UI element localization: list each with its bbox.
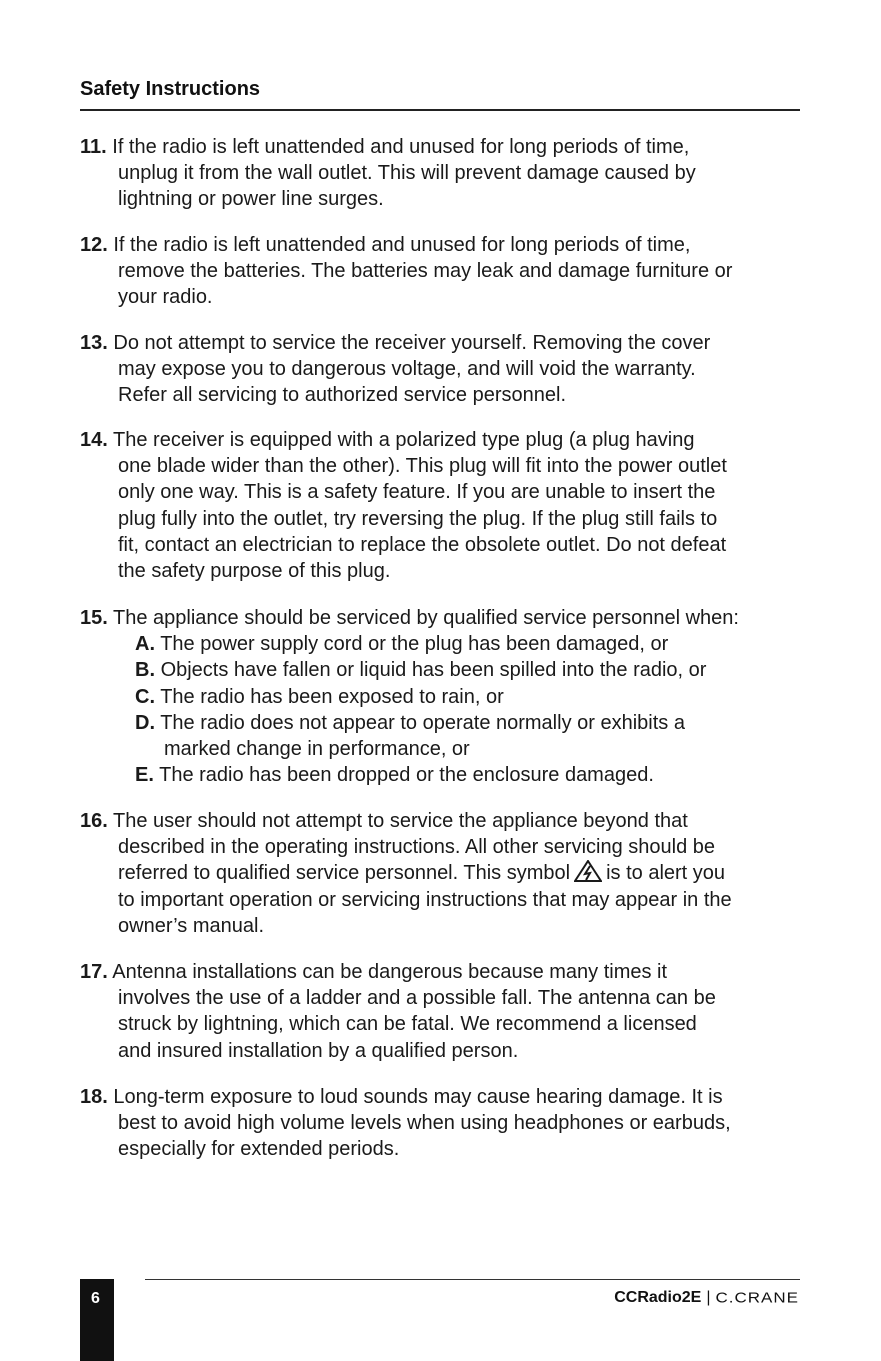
item-line: the safety purpose of this plug. <box>118 560 391 583</box>
item-number: 12. <box>80 234 108 256</box>
item-line: remove the batteries. The batteries may leak and damage furniture or <box>118 260 733 283</box>
item-line: and insured installation by a qualified person. <box>118 1039 519 1062</box>
safety-item-17 <box>80 959 810 1064</box>
item-line: The receiver is equipped with a polarized type plug (a plug having <box>113 429 695 451</box>
item-number: 14. <box>80 429 108 451</box>
item-number: 15. <box>80 607 108 629</box>
item-number: 18. <box>80 1086 108 1108</box>
item-line: best to avoid high volume levels when using headphones or earbuds, <box>118 1112 731 1135</box>
item-line: plug fully into the outlet, try reversing the plug. If the plug still fails to <box>118 507 718 530</box>
item-number: 16. <box>80 810 108 832</box>
item-number: 11. <box>80 136 107 158</box>
safety-item-18 <box>80 1084 810 1163</box>
item-line: is to alert you <box>606 862 726 885</box>
safety-item-12 <box>80 232 810 311</box>
safety-item-13 <box>80 330 810 409</box>
safety-item-16 <box>80 808 810 939</box>
sub-item-e <box>80 762 810 788</box>
footer-separator: | <box>706 1289 711 1306</box>
sub-item-line: marked change in performance, or <box>164 738 470 761</box>
sub-item-line: The radio does not appear to operate normally or exhibits a <box>160 711 685 734</box>
high-voltage-warning-icon <box>574 860 602 882</box>
sub-item-d <box>80 710 810 736</box>
item-line: involves the use of a ladder and a possible fall. The antenna can be <box>118 987 716 1010</box>
item-line: described in the operating instructions. All other servicing should be <box>118 836 716 859</box>
sub-item-line: The radio has been dropped or the enclosure damaged. <box>159 764 654 787</box>
heading-divider <box>80 109 800 111</box>
page-number-tab <box>80 1279 114 1361</box>
sub-item-letter: A. <box>135 633 155 656</box>
sub-item-letter: B. <box>135 659 155 682</box>
item-line: one blade wider than the other). This plug will fit into the power outlet <box>118 455 727 478</box>
item-line: your radio. <box>118 286 213 309</box>
item-line: may expose you to dangerous voltage, and will void the warranty. <box>118 358 696 381</box>
sub-item-a <box>80 631 810 657</box>
item-line: especially for extended periods. <box>118 1138 400 1161</box>
item-line: Do not attempt to service the receiver yourself. Removing the cover <box>113 332 711 354</box>
footer-divider <box>145 1279 800 1280</box>
safety-item-14 <box>80 427 810 584</box>
sub-item-b <box>80 657 810 683</box>
item-line: Refer all servicing to authorized service personnel. <box>118 384 566 407</box>
footer-brand <box>614 1288 799 1308</box>
item-line: only one way. This is a safety feature. If you are unable to insert the <box>118 481 716 504</box>
item-line: The user should not attempt to service the appliance beyond that <box>113 810 688 832</box>
sub-item-line: The power supply cord or the plug has been damaged, or <box>160 633 669 656</box>
item-line-with-symbol <box>80 860 810 886</box>
item-line: fit, contact an electrician to replace the obsolete outlet. Do not defeat <box>118 533 727 556</box>
item-line: unplug it from the wall outlet. This will prevent damage caused by <box>118 162 696 185</box>
item-number: 13. <box>80 332 108 354</box>
sub-item-line: The radio has been exposed to rain, or <box>160 685 504 708</box>
item-line: referred to qualified service personnel. This symbol <box>118 862 571 885</box>
item-line: If the radio is left unattended and unused for long periods of time, <box>113 234 691 256</box>
item-line: lightning or power line surges. <box>118 188 384 211</box>
brand-logo: C.CRANE <box>715 1289 799 1306</box>
page-title: Safety Instructions <box>80 78 261 100</box>
safety-item-15 <box>80 605 810 788</box>
sub-item-line: Objects have fallen or liquid has been spilled into the radio, or <box>160 659 707 682</box>
item-number: 17. <box>80 961 108 983</box>
item-line: owner’s manual. <box>118 914 265 937</box>
sub-item-letter: D. <box>135 711 155 734</box>
item-line: to important operation or servicing instructions that may appear in the <box>118 888 732 911</box>
item-line: Long-term exposure to loud sounds may cause hearing damage. It is <box>113 1086 723 1108</box>
safety-item-11 <box>80 134 810 213</box>
item-line: Antenna installations can be dangerous because many times it <box>112 961 668 983</box>
sub-item-letter: E. <box>135 764 154 787</box>
item-line: If the radio is left unattended and unused for long periods of time, <box>112 136 690 158</box>
item-line: The appliance should be serviced by qualified service personnel when: <box>113 607 739 629</box>
model-name: CCRadio2E <box>614 1289 702 1306</box>
sub-item-letter: C. <box>135 685 155 708</box>
page-number: 6 <box>91 1290 100 1307</box>
item-line: struck by lightning, which can be fatal. We recommend a licensed <box>118 1013 697 1036</box>
sub-item-c <box>80 684 810 710</box>
